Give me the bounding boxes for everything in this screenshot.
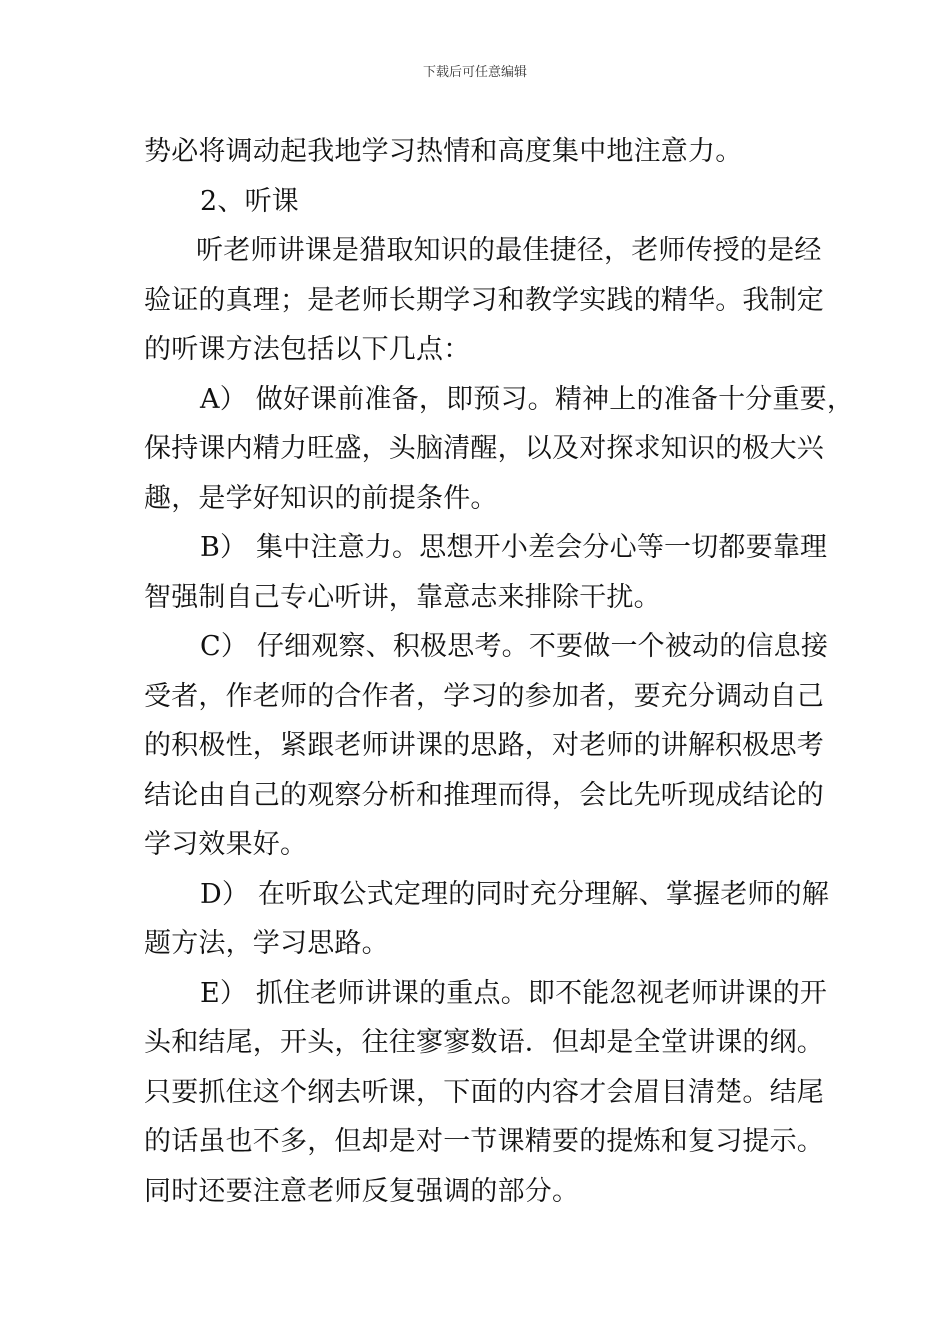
paragraph-line: 题方法，学习思路。 — [144, 928, 389, 959]
paragraph-line: 头和结尾，开头，往往寥寥数语．但却是全堂讲课的纲。 — [144, 1027, 824, 1058]
paragraph-line: 验证的真理；是老师长期学习和教学实践的精华。我制定 — [144, 284, 824, 316]
paragraph-line: 趣，是学好知识的前提条件。 — [144, 482, 498, 514]
paragraph-line: 结论由自己的观察分析和推理而得，会比先听现成结论的 — [144, 779, 824, 811]
paragraph-line: 同时还要注意老师反复强调的部分。 — [144, 1175, 580, 1207]
paragraph-line: 智强制自己专心听讲，靠意志来排除干扰。 — [144, 581, 661, 613]
list-item-b: B） 集中注意力。思想开小差会分心等一切都要靠理 — [200, 532, 828, 563]
paragraph-line: 的积极性，紧跟老师讲课的思路，对老师的讲解积极思考 — [144, 730, 824, 761]
list-item-c: C） 仔细观察、积极思考。不要做一个被动的信息接 — [200, 631, 829, 662]
paragraph-line: 的话虽也不多，但却是对一节课精要的提炼和复习提示。 — [144, 1126, 824, 1157]
paragraph-line: 学习效果好。 — [144, 829, 308, 860]
page-header: 下载后可任意编辑 — [422, 65, 527, 80]
list-item-e: E） 抓住老师讲课的重点。即不能忽视老师讲课的开 — [200, 977, 828, 1009]
paragraph-line: 势必将调动起我地学习热情和高度集中地注意力。 — [144, 136, 743, 167]
list-item-a: A） 做好课前准备，即预习。精神上的准备十分重要， — [200, 383, 855, 415]
paragraph-line: 的听课方法包括以下几点： — [144, 334, 471, 365]
list-item-d: D） 在听取公式定理的同时充分理解、掌握老师的解 — [200, 878, 830, 910]
paragraph-line: 只要抓住这个纲去听课，下面的内容才会眉目清楚。结尾 — [144, 1076, 824, 1108]
document-body — [144, 127, 855, 1216]
paragraph-line: 听老师讲课是猎取知识的最佳捷径，老师传授的是经 — [196, 235, 822, 266]
paragraph-line: 保持课内精力旺盛，头脑清醒，以及对探求知识的极大兴 — [144, 433, 824, 464]
section-heading-listening: 2、听课 — [200, 185, 299, 217]
paragraph-line: 受者，作老师的合作者，学习的参加者，要充分调动自己 — [144, 680, 824, 712]
